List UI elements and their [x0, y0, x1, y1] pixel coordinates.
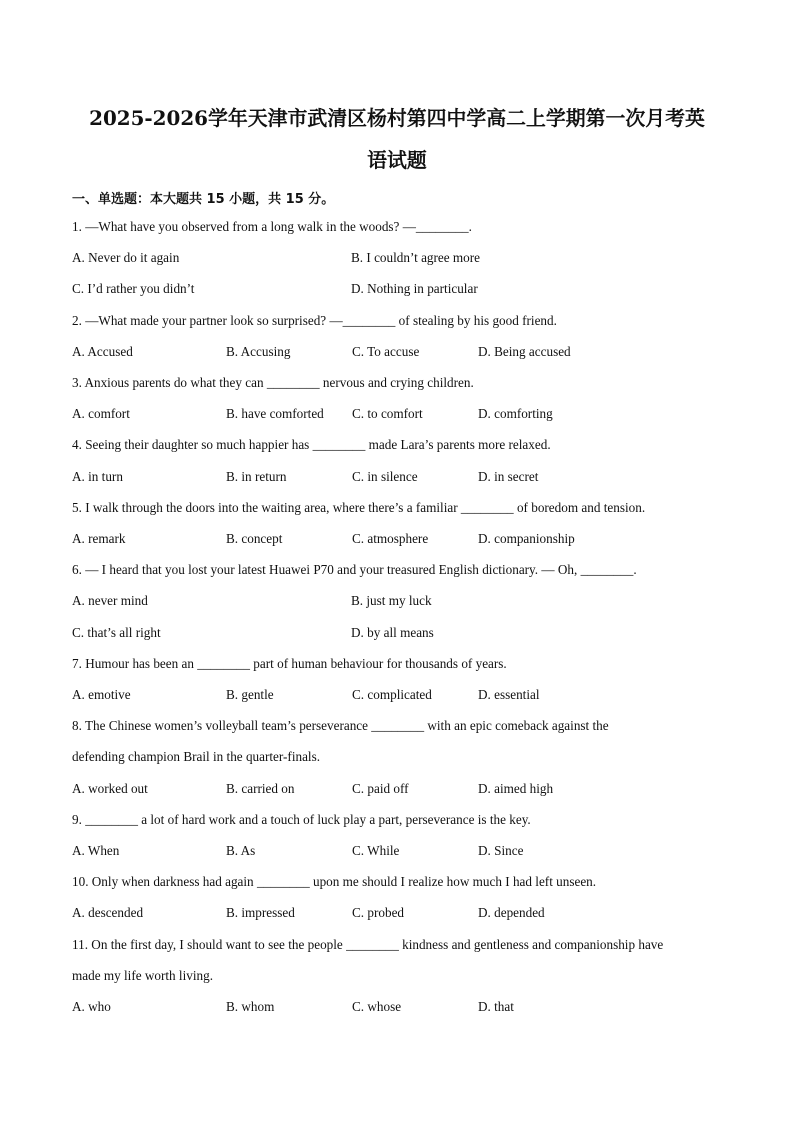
option-c: C. While — [352, 843, 400, 858]
exam-title-line1: 2025-2026学年天津市武清区杨村第四中学高二上学期第一次月考英 — [89, 106, 705, 130]
exam-title-line2: 语试题 — [367, 148, 427, 172]
option-c: C. To accuse — [352, 344, 420, 359]
question-stem: 1. —What have you observed from a long walk in the woods? —________. — [72, 219, 472, 234]
option-d: D. depended — [478, 905, 545, 920]
option-d: D. comforting — [478, 406, 553, 421]
option-d: D. in secret — [478, 469, 539, 484]
option-c: C. paid off — [352, 781, 409, 796]
section-heading: 一、单选题：本大题共 15 小题，共 15 分。 — [72, 192, 335, 207]
option-b: B. whom — [226, 999, 275, 1014]
option-c: C. whose — [352, 999, 402, 1014]
option-b: B. Accusing — [226, 344, 291, 359]
option-c: C. in silence — [352, 469, 418, 484]
option-d: D. Since — [478, 843, 524, 858]
option-b: B. impressed — [226, 905, 295, 920]
option-a: A. worked out — [72, 781, 148, 796]
question-stem: 7. Humour has been an ________ part of human behaviour for thousands of years. — [72, 656, 507, 671]
option-b: B. carried on — [226, 781, 295, 796]
option-a: A. descended — [72, 905, 144, 920]
question-stem-continued: made my life worth living. — [72, 968, 214, 983]
option-d: D. that — [478, 999, 514, 1014]
option-b: B. in return — [226, 469, 287, 484]
option-a: A. When — [72, 843, 120, 858]
option-b: B. As — [226, 843, 256, 858]
option-a: A. who — [72, 999, 111, 1014]
option-a: A. comfort — [72, 406, 130, 421]
question-stem: 11. On the first day, I should want to see the people ________ kindness and gentleness and companionship have — [72, 937, 664, 952]
option-c: C. atmosphere — [352, 531, 429, 546]
option-b: B. have comforted — [226, 406, 324, 421]
option-a: A. emotive — [72, 687, 131, 702]
option-c: C. that’s all right — [72, 625, 161, 640]
option-b: B. gentle — [226, 687, 274, 702]
option-d: D. by all means — [351, 625, 434, 640]
option-c: C. to comfort — [352, 406, 423, 421]
question-stem: 5. I walk through the doors into the waiting area, where there’s a familiar ________ of boredom and tension. — [72, 500, 646, 515]
option-b: B. just my luck — [351, 593, 432, 608]
option-b: B. I couldn’t agree more — [351, 250, 481, 265]
option-c: C. probed — [352, 905, 405, 920]
question-stem: 4. Seeing their daughter so much happier has ________ made Lara’s parents more relaxed. — [72, 437, 551, 452]
question-stem: 8. The Chinese women’s volleyball team’s perseverance ________ with an epic comeback against the — [72, 718, 609, 733]
question-stem-continued: defending champion Brail in the quarter-finals. — [72, 749, 321, 764]
option-a: A. Accused — [72, 344, 133, 359]
question-stem: 3. Anxious parents do what they can ________ nervous and crying children. — [72, 375, 474, 390]
question-stem: 9. ________ a lot of hard work and a touch of luck play a part, perseverance is the key. — [72, 812, 531, 827]
option-d: D. Nothing in particular — [351, 281, 478, 296]
option-d: D. essential — [478, 687, 540, 702]
option-d: D. aimed high — [478, 781, 554, 796]
option-d: D. Being accused — [478, 344, 571, 359]
option-c: C. I’d rather you didn’t — [72, 281, 195, 296]
question-stem: 6. — I heard that you lost your latest Huawei P70 and your treasured English dictionary. — Oh, ________. — [72, 562, 637, 577]
option-a: A. never mind — [72, 593, 148, 608]
option-a: A. in turn — [72, 469, 123, 484]
option-c: C. complicated — [352, 687, 432, 702]
option-d: D. companionship — [478, 531, 575, 546]
question-stem: 2. —What made your partner look so surprised? —________ of stealing by his good friend. — [72, 313, 557, 328]
question-stem: 10. Only when darkness had again ________ upon me should I realize how much I had left unseen. — [72, 874, 597, 889]
option-b: B. concept — [226, 531, 283, 546]
option-a: A. remark — [72, 531, 126, 546]
option-a: A. Never do it again — [72, 250, 180, 265]
